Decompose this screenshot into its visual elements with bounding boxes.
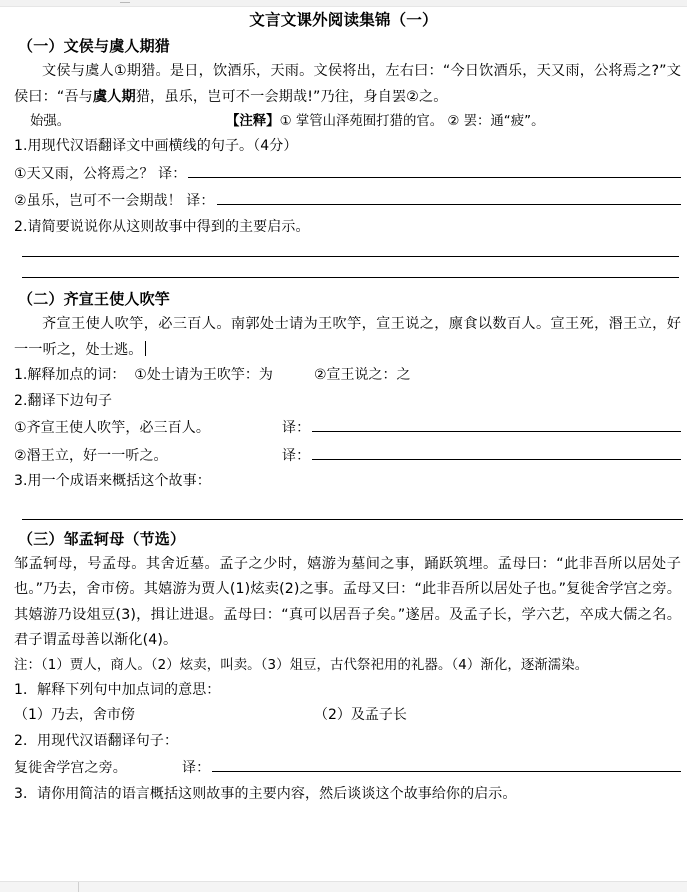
passage-run: 齐宣王使人吹竽，必三百人。南郭处士请为王吹竽，宣王说之，廪食以数百人。宣王死，湣王立，好一一听之，处士逃。 (14, 316, 681, 358)
document-page (0, 7, 687, 807)
answer-blank[interactable] (212, 754, 681, 772)
section-3-question-1: 1．解释下列句中加点词的意思： (14, 681, 221, 698)
section-heading-3: （三）邹孟轲母（节选） (18, 529, 186, 548)
question-item-2: （2）及孟子长 (314, 707, 407, 723)
viewer-bottom-band (0, 881, 687, 892)
translate-prompt: 译： (282, 420, 311, 436)
section-3-question-2: 2．用现代汉语翻译句子： (14, 732, 179, 749)
section-heading-1: （一）文侯与虞人期猎 (18, 37, 171, 55)
translate-prompt: 译： (282, 447, 311, 464)
section-1-question-2: 2.请简要说说你从这则故事中得到的主要启示。 (14, 218, 310, 235)
answer-blank[interactable] (312, 442, 681, 460)
section-2-question-3: 3.用一个成语来概括这个故事： (14, 473, 211, 489)
question-item-1: ①处士请为王吹竽：为 (134, 367, 273, 383)
answer-blank[interactable] (217, 187, 681, 205)
notes-block (226, 110, 687, 134)
section-1-notes-row (14, 110, 687, 134)
section-3-passage: 邹孟轲母，号孟母。其舍近墓。孟子之少时，嬉游为墓间之事，踊跃筑埋。孟母曰：“此非吾所以居处子也。”乃去，舍市傍。其嬉游为贾人(1)炫卖(2)之事。孟母又曰：“此非吾所以居处子也。”复徙舍学宫之旁。其嬉游乃设俎豆(3)，揖让进退。孟母曰：“真可以居吾子矣。”遂居。及孟子长，学六艺，卒成大儒之名。君子谓孟母善以渐化(4)。 (14, 555, 681, 648)
question-label: 1.解释加点的词： (14, 367, 126, 383)
section-2-question-1 (14, 363, 687, 389)
section-3-annotation: 注：（1）贾人，商人。（2）炫卖，叫卖。（3）俎豆，古代祭祀用的礼器。（4）渐化，逐渐濡染。 (14, 657, 589, 673)
question-item-1: （1）乃去，舍市傍 (14, 707, 135, 723)
passage-run-bold: 虞人期 (92, 88, 136, 105)
passage-run: 文侯与虞人①期猎。是日，饮酒乐，天雨。文侯将出，左右曰：“今日饮酒乐，天又雨，公将焉之?”文侯曰：“吾与 (14, 63, 681, 105)
viewer-top-band (0, 0, 687, 7)
question-label: 复徙舍学宫之旁。 (14, 760, 127, 776)
question-item-2: ②宣王说之：之 (314, 367, 411, 383)
question-label: ②虽乐，岂可不一会期哉！ 译： (14, 193, 215, 209)
text-cursor (145, 341, 146, 356)
answer-blank[interactable] (312, 414, 681, 432)
section-3-question-3: 3．请你用简洁的语言概括这则故事的主要内容，然后谈谈这个故事给你的启示。 (14, 785, 517, 802)
section-2-passage (14, 312, 681, 363)
section-3-question-1-items (14, 703, 687, 729)
section-1-question-1: 1.用现代汉语翻译文中画横线的句子。（4分） (14, 138, 298, 154)
section-3-question-2-translate (14, 754, 687, 782)
section-2-question-2a (14, 414, 687, 442)
notes-text: ① 掌管山泽苑囿打猎的官。 ② 罢：通“疲”。 (279, 114, 545, 129)
translate-prompt: 译： (182, 760, 211, 776)
question-col-1 (14, 363, 314, 389)
passage-run: 猎，虽乐，岂可不一会期哉!”乃往，身自罢②之。 (135, 88, 448, 105)
notes-label: 【注释】 (226, 114, 280, 129)
section-2-question-2: 2.翻译下边句子 (14, 392, 113, 409)
section-1-question-1a (14, 160, 687, 188)
question-label: ①齐宣王使人吹竽，必三百人。 (14, 420, 210, 436)
answer-blank[interactable] (188, 160, 681, 178)
passage-continuation: 始强。 (30, 114, 71, 129)
question-label: ②湣王立，好一一听之。 (14, 447, 168, 464)
section-1-passage (14, 59, 681, 110)
section-2-question-2b (14, 442, 687, 470)
section-heading-2: （二）齐宣王使人吹竽 (18, 290, 171, 308)
question-label: ①天又雨，公将焉之？ 译： (14, 165, 187, 182)
document-title: 文言文课外阅读集锦（一） (249, 11, 438, 29)
section-1-question-1b (14, 187, 687, 215)
